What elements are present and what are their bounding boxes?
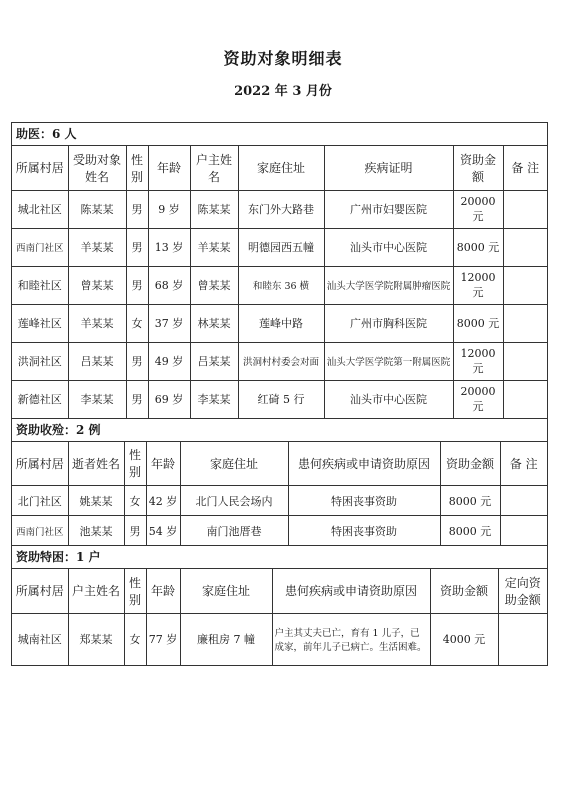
table-cell [503, 380, 547, 418]
table-cell: 54 岁 [146, 516, 180, 546]
table-cell: 4000 元 [430, 613, 498, 665]
column-header: 户主姓名 [68, 569, 124, 613]
table-cell: 男 [126, 342, 148, 380]
table-cell: 68 岁 [148, 266, 190, 304]
table-cell: 羊某某 [68, 304, 126, 342]
column-header: 逝者姓名 [68, 442, 124, 486]
table-cell: 汕头大学医学院附属肿瘤医院 [324, 266, 453, 304]
table-cell: 广州市胸科医院 [324, 304, 453, 342]
table-cell: 女 [124, 613, 146, 665]
table-cell: 男 [124, 516, 146, 546]
table-cell: 女 [126, 304, 148, 342]
table-cell: 莲峰中路 [238, 304, 324, 342]
table-cell [503, 304, 547, 342]
column-header: 资助金额 [430, 569, 498, 613]
table-cell: 男 [126, 190, 148, 228]
table-cell: 李某某 [68, 380, 126, 418]
table-cell: 陈某某 [190, 190, 238, 228]
table-cell: 明德园西五幢 [238, 228, 324, 266]
table-cell: 吕某某 [68, 342, 126, 380]
table-cell [500, 486, 547, 516]
table-cell: 陈某某 [68, 190, 126, 228]
column-header: 年龄 [146, 569, 180, 613]
table-cell [503, 266, 547, 304]
table-cell: 汕头大学医学院第一附属医院 [324, 342, 453, 380]
table-cell: 9 岁 [148, 190, 190, 228]
table-cell: 曾某某 [190, 266, 238, 304]
table-cell: 12000 元 [453, 342, 503, 380]
table-cell: 洪洞社区 [12, 342, 68, 380]
table-cell: 新德社区 [12, 380, 68, 418]
column-header: 备 注 [500, 442, 547, 486]
section-medical-heading: 助医：6 人 [12, 123, 547, 146]
table-cell: 李某某 [190, 380, 238, 418]
table-cell: 20000 元 [453, 380, 503, 418]
table-header-row [12, 442, 547, 486]
table-header-row [12, 569, 547, 613]
table-cell: 8000 元 [453, 228, 503, 266]
table-cell: 林某某 [190, 304, 238, 342]
column-header: 所属村居 [12, 442, 68, 486]
column-header: 性别 [124, 442, 146, 486]
table-cell: 曾某某 [68, 266, 126, 304]
table-cell: 廉租房 7 幢 [180, 613, 272, 665]
table-cell: 户主其丈夫已亡，育有 1 儿子，已成家，前年儿子已病亡。生活困难。 [272, 613, 430, 665]
column-header: 所属村居 [12, 569, 68, 613]
table-cell: 49 岁 [148, 342, 190, 380]
medical-table [12, 146, 547, 419]
table-row [12, 304, 547, 342]
table-cell: 特困丧事资助 [288, 516, 440, 546]
table-cell: 汕头市中心医院 [324, 228, 453, 266]
table-cell: 77 岁 [146, 613, 180, 665]
hardship-table [12, 569, 547, 666]
column-header: 性别 [126, 146, 148, 190]
table-row [12, 342, 547, 380]
table-cell: 13 岁 [148, 228, 190, 266]
table-cell: 城南社区 [12, 613, 68, 665]
table-cell: 广州市妇婴医院 [324, 190, 453, 228]
column-header: 所属村居 [12, 146, 68, 190]
table-cell: 特困丧事资助 [288, 486, 440, 516]
table-cell: 8000 元 [453, 304, 503, 342]
column-header: 受助对象姓名 [68, 146, 126, 190]
column-header: 资助金额 [453, 146, 503, 190]
table-cell: 42 岁 [146, 486, 180, 516]
table-row [12, 190, 547, 228]
funeral-table [12, 442, 547, 547]
column-header: 备 注 [503, 146, 547, 190]
document-subtitle: 2022 年 3 月份 [234, 84, 332, 99]
table-cell: 女 [124, 486, 146, 516]
table-cell: 西南门社区 [12, 228, 68, 266]
column-header: 年龄 [146, 442, 180, 486]
table-cell: 东门外大路巷 [238, 190, 324, 228]
table-cell [503, 342, 547, 380]
table-cell: 汕头市中心医院 [324, 380, 453, 418]
column-header: 户主姓名 [190, 146, 238, 190]
table-cell: 37 岁 [148, 304, 190, 342]
table-row [12, 380, 547, 418]
table-cell: 红碕 5 行 [238, 380, 324, 418]
column-header: 性别 [124, 569, 146, 613]
table-cell: 8000 元 [440, 486, 500, 516]
table-cell: 吕某某 [190, 342, 238, 380]
table-cell: 男 [126, 266, 148, 304]
table-cell [503, 190, 547, 228]
table-cell: 男 [126, 380, 148, 418]
table-cell: 8000 元 [440, 516, 500, 546]
table-cell: 郑某某 [68, 613, 124, 665]
table-header-row [12, 146, 547, 190]
column-header: 家庭住址 [180, 569, 272, 613]
section-hardship-heading: 资助特困：1 户 [12, 546, 547, 569]
column-header: 家庭住址 [180, 442, 288, 486]
detail-sheet [11, 122, 548, 666]
column-header: 疾病证明 [324, 146, 453, 190]
table-cell [500, 516, 547, 546]
table-cell: 西南门社区 [12, 516, 68, 546]
table-cell: 和睦东 36 横 [238, 266, 324, 304]
table-cell: 羊某某 [68, 228, 126, 266]
table-cell: 羊某某 [190, 228, 238, 266]
table-cell: 北门人民会场内 [180, 486, 288, 516]
column-header: 资助金额 [440, 442, 500, 486]
table-cell [503, 228, 547, 266]
table-cell: 69 岁 [148, 380, 190, 418]
table-row [12, 486, 547, 516]
section-funeral-heading: 资助收殓：2 例 [12, 419, 547, 442]
table-cell: 莲峰社区 [12, 304, 68, 342]
table-cell: 池某某 [68, 516, 124, 546]
table-cell: 和睦社区 [12, 266, 68, 304]
table-row [12, 516, 547, 546]
column-header: 家庭住址 [238, 146, 324, 190]
document-title: 资助对象明细表 [223, 49, 343, 68]
table-cell: 城北社区 [12, 190, 68, 228]
table-row [12, 266, 547, 304]
table-row [12, 613, 547, 665]
column-header: 定向资助金额 [498, 569, 547, 613]
table-cell: 洪洞村村委会对面 [238, 342, 324, 380]
table-cell: 姚某某 [68, 486, 124, 516]
table-cell: 12000 元 [453, 266, 503, 304]
table-cell: 20000 元 [453, 190, 503, 228]
column-header: 年龄 [148, 146, 190, 190]
column-header: 患何疾病或申请资助原因 [288, 442, 440, 486]
table-row [12, 228, 547, 266]
column-header: 患何疾病或申请资助原因 [272, 569, 430, 613]
table-cell [498, 613, 547, 665]
table-cell: 北门社区 [12, 486, 68, 516]
table-cell: 男 [126, 228, 148, 266]
table-cell: 南门池厝巷 [180, 516, 288, 546]
